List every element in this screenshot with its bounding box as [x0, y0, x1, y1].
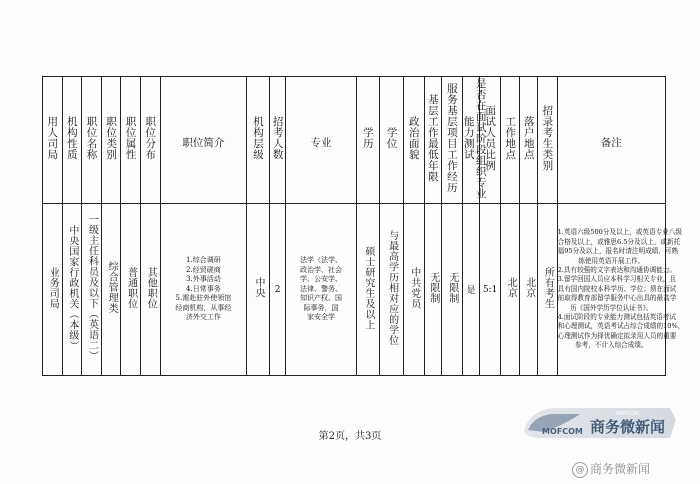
position-category-cell: 综合管理类: [101, 204, 121, 376]
hukou-location-cell: 北京: [520, 204, 538, 376]
political-status-cell: 中共党员: [403, 204, 424, 376]
header-cell: 招录考生类别: [538, 77, 558, 204]
header-cell: 面试人员比例: [480, 77, 501, 204]
mofcom-watermark-logo: [520, 400, 680, 444]
degree-cell: 与最高学历相对应的学位: [380, 204, 404, 376]
education-cell: 硕士研究生及以上: [356, 204, 380, 376]
header-cell: 专业: [286, 77, 356, 204]
header-cell: 机构性质: [62, 77, 82, 204]
skill-test-cell: 是: [462, 204, 480, 376]
weibo-watermark: @ 商务微新闻: [572, 460, 650, 478]
header-cell: 落户地点: [520, 77, 538, 204]
at-icon: @: [572, 462, 588, 478]
header-cell: 政治面貌: [403, 77, 424, 204]
header-cell: 招考人数: [269, 77, 286, 204]
svg-text:商务微新闻: 商务微新闻: [590, 418, 666, 436]
position-name-cell: 一级主任科员及以下（英语二）: [82, 204, 102, 376]
candidate-type-cell: 所有考生: [538, 204, 558, 376]
interview-ratio-cell: 5:1: [480, 204, 501, 376]
header-cell: 职位分布: [140, 77, 160, 204]
header-cell: 用人司局: [43, 77, 63, 204]
header-cell: 机构层级: [247, 77, 270, 204]
work-location-cell: 北京: [500, 204, 520, 376]
department-cell: 业务司局: [43, 204, 63, 376]
header-cell: 备注: [557, 77, 665, 204]
recruit-count-cell: 2: [269, 204, 286, 376]
org-level-cell: 中央: [247, 204, 270, 376]
header-cell: 学历: [356, 77, 380, 204]
page-number: 第2页，共3页: [318, 431, 382, 442]
table-row: [43, 204, 666, 376]
position-distribution-cell: 其他职位: [140, 204, 160, 376]
position-attribute-cell: 普通职位: [121, 204, 141, 376]
header-cell: 职位类别: [101, 77, 121, 204]
service-exp-cell: 无限制: [442, 204, 463, 376]
major-cell: 法学（法学、 政治学、社会 学、公安学、 法律、警务、 知识产权、国 际事务，国 家安全学: [286, 204, 356, 376]
header-cell: 职位简介: [160, 77, 247, 204]
header-cell: 职位属性: [121, 77, 141, 204]
header-cell: 基层工作最低年限: [424, 77, 442, 204]
job-table: [42, 76, 685, 376]
org-nature-cell: 中央国家行政机关（本级）: [62, 204, 82, 376]
header-cell: 服务基层项目工作经历: [442, 77, 463, 204]
table-header-row: [43, 77, 666, 204]
notes-cell: 1.英语六级500分及以上，或英语专业八级 合格及以上，或雅思6.5分及以上，或新托 福95分及以上，报名时请注明成绩，可熟 练使用英语开展工作。 2.具有较强的文字表达和沟通协调能力。 3.留学回国人员应本科学习相关专业，且 具有国内院校本科学历、学位；须在面试 前取得教育部留学服务中心出具的最高学 历《国外学历学位认证书》。 4.面试阶段的专业能力测试包括英语考试 和心理测试，英语考试占综合成绩的10%， 心理测试作为择优确定拟录用人员的重要 参考，不计入综合成绩。: [557, 204, 665, 376]
position-intro-cell: 1.综合调研 2.经贸磋商 3.外事活动 4.日常事务 5.需赴驻外使领馆 经商机构，从事经 济外交工作: [160, 204, 247, 376]
svg-text:MOFCOM: MOFCOM: [542, 427, 583, 436]
header-cell: 学位: [380, 77, 404, 204]
min-years-cell: 无限制: [424, 204, 442, 376]
header-cell: 是否在面试阶段组织专业能力测试: [462, 77, 480, 204]
header-cell: 职位名称: [82, 77, 102, 204]
svg-text:MOFCOM: MOFCOM: [616, 411, 639, 417]
header-cell: 工作地点: [500, 77, 520, 204]
